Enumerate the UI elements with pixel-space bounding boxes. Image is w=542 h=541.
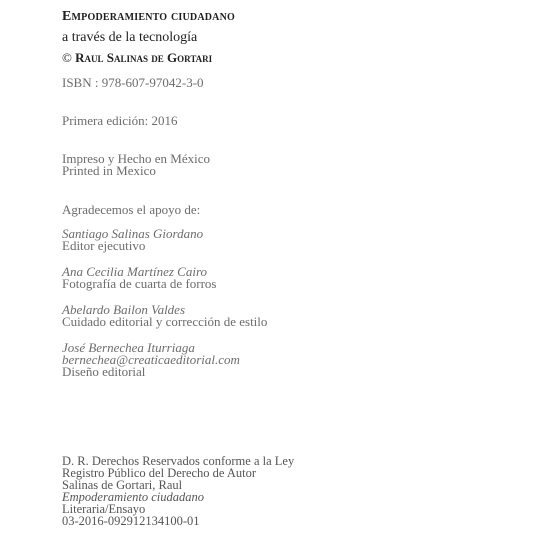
book-title: Empoderamiento ciudadano bbox=[62, 9, 236, 24]
credit-name: Santiago Salinas Giordano bbox=[62, 226, 204, 241]
copyright-symbol: © bbox=[62, 50, 72, 65]
credit-role: Diseño editorial bbox=[62, 364, 146, 379]
copyright-line bbox=[62, 51, 212, 64]
rights-line: Literaria/Ensayo bbox=[62, 502, 146, 516]
credit-role: Cuidado editorial y corrección de estilo bbox=[62, 314, 268, 329]
credit-email: bernechea@creaticaeditorial.com bbox=[62, 352, 240, 367]
credit-role: Fotografía de cuarta de forros bbox=[62, 276, 217, 291]
acknowledgements-intro: Agradecemos el apoyo de: bbox=[62, 202, 201, 217]
credit-name: Ana Cecilia Martínez Cairo bbox=[62, 264, 208, 279]
edition: Primera edición: 2016 bbox=[62, 113, 178, 128]
credit-name: José Bernechea Iturriaga bbox=[62, 340, 195, 355]
rights-work-title: Empoderamiento ciudadano bbox=[62, 490, 204, 504]
rights-line: D. R. Derechos Reservados conforme a la Ley bbox=[62, 454, 295, 468]
author-name: Raul Salinas de Gortari bbox=[75, 50, 213, 65]
credit-name: Abelardo Bailon Valdes bbox=[62, 302, 186, 317]
registration-number: 03-2016-092912134100-01 bbox=[62, 514, 200, 528]
isbn: ISBN : 978-607-97042-3-0 bbox=[62, 75, 204, 90]
printed-es: Impreso y Hecho en México bbox=[62, 151, 211, 166]
rights-line: Salinas de Gortari, Raul bbox=[62, 478, 183, 492]
book-subtitle: a través de la tecnología bbox=[62, 30, 198, 45]
rights-line: Registro Público del Derecho de Autor bbox=[62, 466, 257, 480]
printed-en: Printed in Mexico bbox=[62, 163, 156, 178]
credit-role: Editor ejecutivo bbox=[62, 238, 146, 253]
